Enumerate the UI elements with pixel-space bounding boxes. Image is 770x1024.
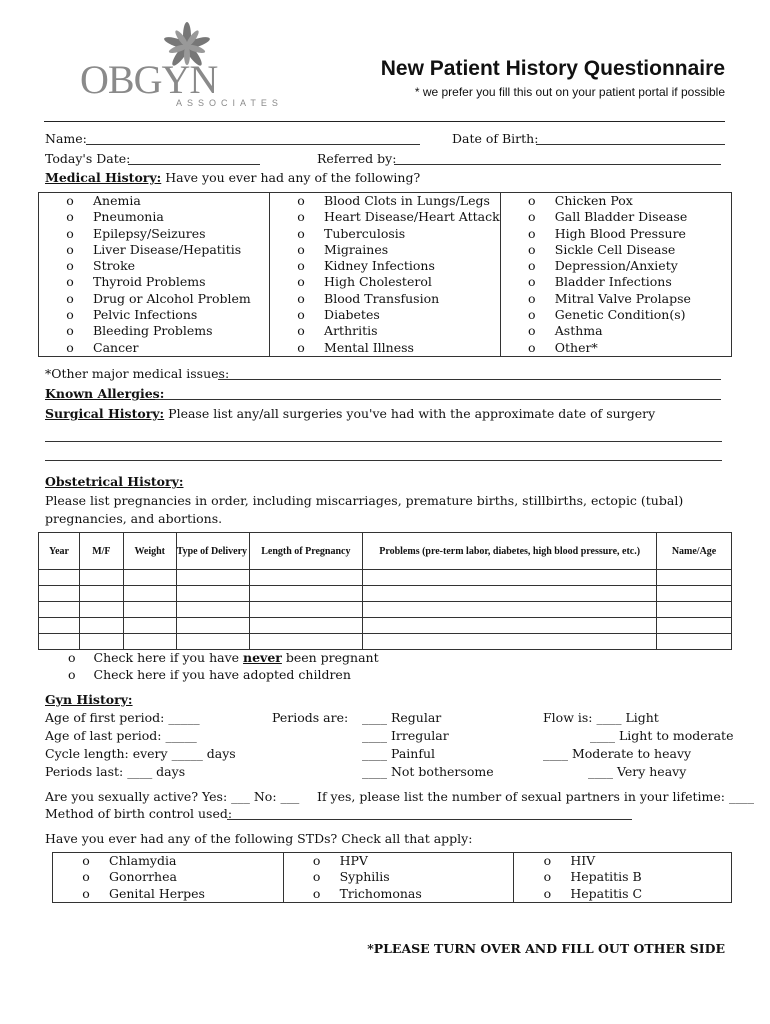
name-label: Name: bbox=[45, 131, 87, 146]
logo-text: OBGYN bbox=[80, 57, 218, 102]
periods-are-label: Periods are: bbox=[272, 710, 349, 725]
checkbox-item[interactable] bbox=[39, 274, 269, 290]
checkbox-label: Diabetes bbox=[324, 307, 380, 323]
checkbox-bullet[interactable]: o bbox=[528, 323, 536, 339]
birth-control-label: Method of birth control used: bbox=[45, 806, 233, 821]
pregnancy-cell[interactable] bbox=[176, 602, 249, 618]
pregnancy-row bbox=[39, 586, 732, 602]
pregnancy-row bbox=[39, 618, 732, 634]
checkbox-label: Sickle Cell Disease bbox=[554, 241, 676, 257]
checkbox-bullet[interactable]: o bbox=[66, 209, 74, 225]
checkbox-bullet[interactable]: o bbox=[66, 193, 74, 208]
checkbox-bullet[interactable]: o bbox=[312, 869, 321, 885]
pregnancy-cell[interactable] bbox=[79, 570, 123, 586]
checkbox-item[interactable] bbox=[501, 209, 731, 225]
painful-option[interactable]: ____ Painful bbox=[362, 746, 435, 761]
surgical-heading: Surgical History: bbox=[45, 406, 165, 421]
checkbox-bullet[interactable]: o bbox=[82, 885, 90, 901]
checkbox-bullet[interactable]: o bbox=[543, 885, 552, 901]
pregnancy-cell[interactable] bbox=[39, 602, 80, 618]
checkbox-label: Bladder Infections bbox=[554, 274, 672, 290]
checkbox-item[interactable] bbox=[53, 886, 283, 902]
pregnancy-cell[interactable] bbox=[39, 570, 80, 586]
never-pregnant-option[interactable] bbox=[68, 650, 379, 666]
other-medical-field[interactable] bbox=[218, 379, 721, 380]
checkbox-bullet[interactable]: o bbox=[543, 853, 552, 868]
checkbox-item[interactable] bbox=[53, 853, 283, 869]
checkbox-label: Migraines bbox=[324, 241, 389, 257]
checkbox-item[interactable] bbox=[270, 274, 500, 290]
checkbox-bullet[interactable]: o bbox=[297, 258, 305, 274]
checkbox-bullet[interactable]: o bbox=[297, 339, 305, 355]
checkbox-item[interactable] bbox=[501, 307, 731, 323]
checkbox-label: High Blood Pressure bbox=[554, 225, 686, 241]
dob-field[interactable] bbox=[536, 144, 725, 145]
checkbox-bullet[interactable]: o bbox=[66, 323, 74, 339]
checkbox-label: Epilepsy/Seizures bbox=[93, 225, 206, 241]
age-first-period[interactable]: Age of first period: _____ bbox=[45, 710, 200, 725]
checkbox-item[interactable] bbox=[270, 258, 500, 274]
regular-option[interactable]: ____ Regular bbox=[362, 710, 442, 725]
checkbox-bullet[interactable]: o bbox=[297, 274, 305, 290]
checkbox-bullet[interactable]: o bbox=[82, 853, 90, 868]
gyn-heading: Gyn History: bbox=[45, 692, 133, 707]
checkbox-item[interactable] bbox=[501, 193, 731, 209]
checkbox-label: Asthma bbox=[554, 323, 603, 339]
checkbox-label: Chlamydia bbox=[109, 853, 177, 868]
std-prompt: Have you ever had any of the following STDs? Check all that apply: bbox=[45, 831, 473, 846]
referred-label: Referred by: bbox=[317, 151, 397, 166]
pregnancy-cell[interactable] bbox=[39, 634, 80, 650]
obstetrical-prompt: Please list pregnancies in order, including miscarriages, premature births, stillbirths, ectopic (tubal) pregnancies, and abortions. bbox=[45, 493, 684, 526]
checkbox-label: Heart Disease/Heart Attack bbox=[324, 209, 500, 225]
surgical-field-2[interactable] bbox=[45, 460, 722, 461]
medical-history-heading bbox=[45, 170, 420, 186]
pregnancy-cell[interactable] bbox=[123, 586, 176, 602]
checkbox-item[interactable] bbox=[284, 853, 514, 869]
checkbox-bullet[interactable]: o bbox=[297, 225, 305, 241]
checkbox-label: Syphilis bbox=[339, 869, 390, 885]
checkbox-item[interactable] bbox=[270, 226, 500, 242]
pregnancy-cell[interactable] bbox=[176, 570, 249, 586]
adopted-children-option[interactable] bbox=[68, 667, 351, 683]
checkbox-label: Kidney Infections bbox=[324, 258, 435, 274]
pregnancy-column-header: Length of Pregnancy bbox=[249, 533, 363, 570]
checkbox-item[interactable] bbox=[501, 226, 731, 242]
pregnancy-cell[interactable] bbox=[249, 586, 363, 602]
checkbox-bullet[interactable]: o bbox=[66, 307, 74, 323]
checkbox-label: Mitral Valve Prolapse bbox=[554, 290, 691, 306]
pregnancy-cell[interactable] bbox=[363, 602, 657, 618]
pregnancy-cell[interactable] bbox=[249, 570, 363, 586]
pregnancy-cell[interactable] bbox=[363, 586, 657, 602]
checkbox-item[interactable] bbox=[501, 340, 731, 356]
checkbox-bullet[interactable]: o bbox=[297, 290, 305, 306]
std-col-2 bbox=[283, 853, 514, 903]
pregnancy-cell[interactable] bbox=[249, 618, 363, 634]
checkbox-label: Other* bbox=[554, 339, 598, 355]
pregnancy-column-header: Name/Age bbox=[657, 533, 732, 570]
not-bothersome-option[interactable]: ____ Not bothersome bbox=[362, 764, 494, 779]
checkbox-item[interactable] bbox=[39, 193, 269, 209]
checkbox-label: Anemia bbox=[93, 193, 141, 208]
checkbox-item[interactable] bbox=[39, 209, 269, 225]
medical-history-table bbox=[38, 192, 732, 357]
checkbox-label: HPV bbox=[339, 853, 368, 868]
medical-col-1 bbox=[39, 193, 270, 357]
checkbox-item[interactable] bbox=[53, 869, 283, 885]
logo bbox=[80, 22, 290, 112]
checkbox-bullet[interactable]: o bbox=[297, 193, 305, 208]
pregnancy-cell[interactable] bbox=[123, 618, 176, 634]
pregnancy-row bbox=[39, 602, 732, 618]
checkbox-item[interactable] bbox=[514, 869, 731, 885]
checkbox-bullet[interactable]: o bbox=[297, 241, 305, 257]
checkbox-label: High Cholesterol bbox=[324, 274, 432, 290]
pregnancy-cell[interactable] bbox=[79, 618, 123, 634]
checkbox-bullet[interactable]: o bbox=[528, 209, 536, 225]
obstetrical-heading: Obstetrical History: bbox=[45, 474, 184, 489]
checkbox-bullet[interactable]: o bbox=[66, 290, 74, 306]
checkbox-bullet[interactable]: o bbox=[297, 307, 305, 323]
checkbox-item[interactable] bbox=[501, 242, 731, 258]
checkbox-bullet[interactable]: o bbox=[312, 853, 321, 868]
checkbox-label: Drug or Alcohol Problem bbox=[93, 290, 251, 306]
name-field[interactable] bbox=[86, 144, 420, 145]
partners-count[interactable]: If yes, please list the number of sexual partners in your lifetime: ____ bbox=[317, 789, 754, 804]
flow-light-option[interactable]: Flow is: ____ Light bbox=[543, 710, 659, 725]
checkbox-item[interactable] bbox=[501, 323, 731, 339]
checkbox-bullet[interactable]: o bbox=[528, 290, 536, 306]
pregnancy-cell[interactable] bbox=[39, 618, 80, 634]
checkbox-bullet[interactable]: o bbox=[528, 241, 536, 257]
age-last-period[interactable]: Age of last period: _____ bbox=[45, 728, 197, 743]
checkbox-bullet[interactable]: o bbox=[66, 339, 74, 355]
page-title: New Patient History Questionnaire bbox=[380, 57, 725, 80]
pregnancy-cell[interactable] bbox=[657, 634, 732, 650]
surgical-prompt: Please list any/all surgeries you've had with the approximate date of surgery bbox=[168, 406, 656, 421]
checkbox-bullet[interactable]: o bbox=[528, 274, 536, 290]
pregnancy-cell[interactable] bbox=[123, 602, 176, 618]
checkbox-label: Trichomonas bbox=[339, 885, 422, 901]
checkbox-label: Stroke bbox=[93, 258, 136, 274]
std-col-3 bbox=[514, 853, 732, 903]
medical-col-2 bbox=[270, 193, 501, 357]
todays-date-label: Today's Date: bbox=[45, 151, 131, 166]
pregnancy-cell[interactable] bbox=[249, 602, 363, 618]
birth-control-field[interactable] bbox=[227, 819, 632, 820]
checkbox-bullet[interactable]: o bbox=[66, 258, 74, 274]
checkbox-item[interactable] bbox=[39, 242, 269, 258]
checkbox-item[interactable] bbox=[514, 853, 731, 869]
checkbox-item[interactable] bbox=[284, 886, 514, 902]
very-heavy-option[interactable]: ____ Very heavy bbox=[588, 764, 687, 779]
pregnancy-cell[interactable] bbox=[657, 586, 732, 602]
checkbox-item[interactable] bbox=[270, 209, 500, 225]
checkbox-item[interactable] bbox=[270, 242, 500, 258]
pregnancy-column-header: Type of Delivery bbox=[176, 533, 249, 570]
dob-label: Date of Birth: bbox=[452, 131, 539, 146]
pregnancy-cell[interactable] bbox=[79, 634, 123, 650]
pregnancy-column-header: M/F bbox=[79, 533, 123, 570]
checkbox-bullet[interactable]: o bbox=[297, 323, 305, 339]
pregnancy-cell[interactable] bbox=[176, 634, 249, 650]
checkbox-label: Genital Herpes bbox=[109, 885, 205, 901]
checkbox-item[interactable] bbox=[270, 323, 500, 339]
adopted-checkbox[interactable]: o bbox=[68, 667, 76, 682]
pregnancy-cell[interactable] bbox=[123, 570, 176, 586]
moderate-heavy-option[interactable]: ____ Moderate to heavy bbox=[543, 746, 692, 761]
checkbox-label: Pneumonia bbox=[93, 209, 164, 225]
pregnancy-cell[interactable] bbox=[176, 618, 249, 634]
checkbox-item[interactable] bbox=[270, 193, 500, 209]
checkbox-label: Liver Disease/Hepatitis bbox=[93, 241, 242, 257]
checkbox-label: Pelvic Infections bbox=[93, 307, 198, 323]
pregnancy-cell[interactable] bbox=[363, 570, 657, 586]
never-pregnant-label: Check here if you have never been pregnant bbox=[93, 650, 379, 665]
todays-date-field[interactable] bbox=[128, 164, 260, 165]
medical-col-3 bbox=[500, 193, 731, 357]
pregnancy-cell[interactable] bbox=[79, 602, 123, 618]
pregnancy-column-header: Weight bbox=[123, 533, 176, 570]
pregnancy-cell[interactable] bbox=[363, 634, 657, 650]
pregnancy-cell[interactable] bbox=[363, 618, 657, 634]
checkbox-bullet[interactable]: o bbox=[528, 307, 536, 323]
checkbox-item[interactable] bbox=[39, 291, 269, 307]
checkbox-bullet[interactable]: o bbox=[528, 193, 536, 208]
checkbox-item[interactable] bbox=[284, 869, 514, 885]
checkbox-item[interactable] bbox=[39, 307, 269, 323]
pregnancy-row bbox=[39, 634, 732, 650]
logo-subtext: ASSOCIATES bbox=[176, 98, 283, 108]
checkbox-bullet[interactable]: o bbox=[312, 885, 321, 901]
std-col-1 bbox=[53, 853, 284, 903]
pregnancy-table bbox=[38, 532, 732, 650]
irregular-option[interactable]: ____ Irregular bbox=[362, 728, 449, 743]
pregnancy-cell[interactable] bbox=[79, 586, 123, 602]
pregnancy-cell[interactable] bbox=[123, 634, 176, 650]
checkbox-label: Blood Clots in Lungs/Legs bbox=[324, 193, 490, 208]
medical-prompt: Have you ever had any of the following? bbox=[165, 170, 421, 185]
allergies-heading: Known Allergies: bbox=[45, 386, 165, 401]
checkbox-label: Blood Transfusion bbox=[324, 290, 440, 306]
checkbox-item[interactable] bbox=[39, 258, 269, 274]
pregnancy-cell[interactable] bbox=[657, 570, 732, 586]
checkbox-item[interactable] bbox=[39, 226, 269, 242]
checkbox-label: Chicken Pox bbox=[554, 193, 633, 208]
checkbox-item[interactable] bbox=[501, 274, 731, 290]
pregnancy-row bbox=[39, 570, 732, 586]
other-medical-label: *Other major medical issues: bbox=[45, 366, 230, 381]
referred-field[interactable] bbox=[394, 164, 721, 165]
checkbox-item[interactable] bbox=[270, 291, 500, 307]
pregnancy-cell[interactable] bbox=[249, 634, 363, 650]
allergies-field[interactable] bbox=[155, 399, 721, 400]
checkbox-item[interactable] bbox=[501, 258, 731, 274]
checkbox-item[interactable] bbox=[270, 340, 500, 356]
checkbox-bullet[interactable]: o bbox=[66, 274, 74, 290]
checkbox-label: Genetic Condition(s) bbox=[554, 307, 686, 323]
pregnancy-cell[interactable] bbox=[657, 618, 732, 634]
checkbox-label: Hepatitis C bbox=[570, 885, 643, 901]
header-rule bbox=[44, 121, 725, 122]
light-moderate-option[interactable]: ____ Light to moderate bbox=[590, 728, 734, 743]
adopted-label: Check here if you have adopted children bbox=[93, 667, 351, 682]
checkbox-label: Gall Bladder Disease bbox=[554, 209, 688, 225]
checkbox-label: Bleeding Problems bbox=[93, 323, 213, 339]
checkbox-bullet[interactable]: o bbox=[528, 339, 536, 355]
checkbox-bullet[interactable]: o bbox=[543, 869, 552, 885]
std-table bbox=[52, 852, 732, 903]
checkbox-label: Hepatitis B bbox=[570, 869, 642, 885]
never-pregnant-checkbox[interactable]: o bbox=[68, 650, 76, 665]
pregnancy-column-header: Problems (pre-term labor, diabetes, high blood pressure, etc.) bbox=[363, 533, 657, 570]
checkbox-label: HIV bbox=[570, 853, 596, 868]
checkbox-item[interactable] bbox=[270, 307, 500, 323]
checkbox-item[interactable] bbox=[514, 886, 731, 902]
checkbox-bullet[interactable]: o bbox=[82, 869, 90, 885]
medical-heading: Medical History: bbox=[45, 170, 162, 185]
checkbox-item[interactable] bbox=[501, 291, 731, 307]
footer-note: *PLEASE TURN OVER AND FILL OUT OTHER SIDE bbox=[367, 941, 725, 956]
checkbox-bullet[interactable]: o bbox=[528, 258, 536, 274]
checkbox-label: Arthritis bbox=[324, 323, 378, 339]
pregnancy-cell[interactable] bbox=[39, 586, 80, 602]
checkbox-item[interactable] bbox=[39, 323, 269, 339]
checkbox-bullet[interactable]: o bbox=[66, 241, 74, 257]
checkbox-label: Gonorrhea bbox=[109, 869, 177, 885]
checkbox-label: Mental Illness bbox=[324, 339, 414, 355]
checkbox-label: Tuberculosis bbox=[324, 225, 406, 241]
sexually-active[interactable]: Are you sexually active? Yes: ___ No: ___ bbox=[45, 789, 300, 804]
checkbox-label: Cancer bbox=[93, 339, 139, 355]
periods-last[interactable]: Periods last: ____ days bbox=[45, 764, 186, 779]
checkbox-bullet[interactable]: o bbox=[66, 225, 74, 241]
pregnancy-column-header: Year bbox=[39, 533, 80, 570]
cycle-length[interactable]: Cycle length: every _____ days bbox=[45, 746, 236, 761]
checkbox-label: Thyroid Problems bbox=[93, 274, 206, 290]
checkbox-bullet[interactable]: o bbox=[528, 225, 536, 241]
checkbox-bullet[interactable]: o bbox=[297, 209, 305, 225]
surgical-field-1[interactable] bbox=[45, 441, 722, 442]
pregnancy-cell[interactable] bbox=[657, 602, 732, 618]
checkbox-item[interactable] bbox=[39, 340, 269, 356]
page-subtitle: * we prefer you fill this out on your patient portal if possible bbox=[414, 85, 725, 99]
checkbox-label: Depression/Anxiety bbox=[554, 258, 678, 274]
surgical-history bbox=[45, 406, 655, 422]
pregnancy-cell[interactable] bbox=[176, 586, 249, 602]
